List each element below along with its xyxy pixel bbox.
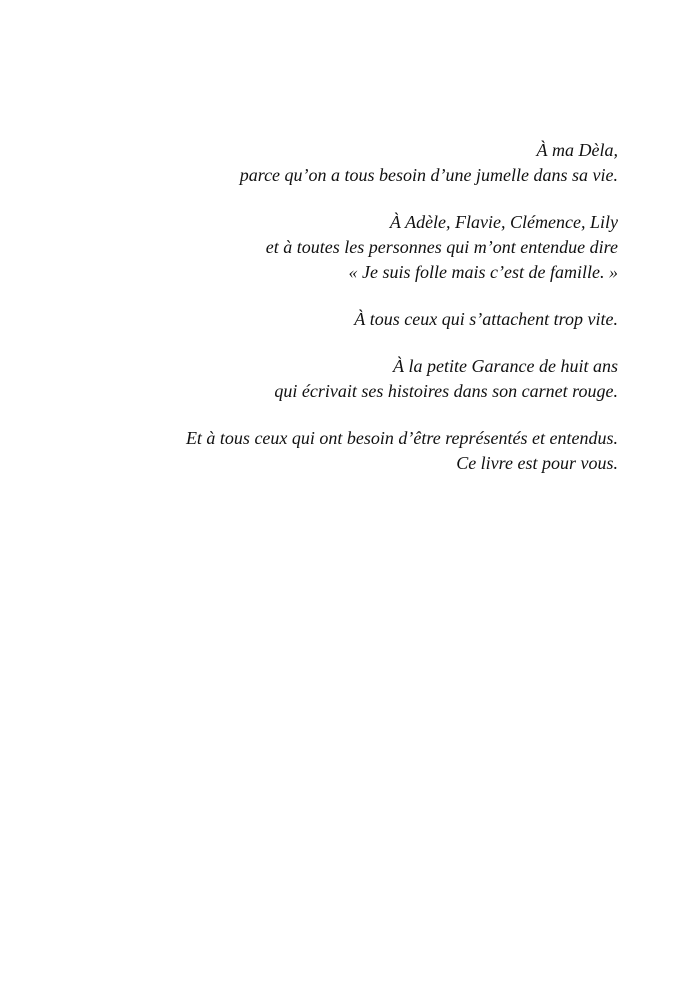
dedication-line: Et à tous ceux qui ont besoin d’être représentés et entendus. bbox=[185, 428, 618, 448]
dedication-line: « Je suis folle mais c’est de famille. » bbox=[348, 262, 618, 282]
dedication-stanza bbox=[118, 210, 618, 285]
dedication-line: À ma Dèla, bbox=[536, 140, 618, 160]
dedication-line: À la petite Garance de huit ans bbox=[393, 356, 618, 376]
dedication-line: qui écrivait ses histoires dans son carnet rouge. bbox=[274, 381, 618, 401]
dedication-stanza bbox=[118, 138, 618, 188]
dedication-line: À tous ceux qui s’attachent trop vite. bbox=[354, 309, 618, 329]
dedication-block bbox=[118, 138, 618, 498]
dedication-stanza bbox=[118, 426, 618, 476]
dedication-stanza bbox=[118, 354, 618, 404]
dedication-line: À Adèle, Flavie, Clémence, Lily bbox=[389, 212, 618, 232]
dedication-line: et à toutes les personnes qui m’ont entendue dire bbox=[265, 237, 618, 257]
dedication-line: parce qu’on a tous besoin d’une jumelle dans sa vie. bbox=[239, 165, 618, 185]
dedication-line: Ce livre est pour vous. bbox=[456, 453, 618, 473]
dedication-stanza bbox=[118, 307, 618, 332]
